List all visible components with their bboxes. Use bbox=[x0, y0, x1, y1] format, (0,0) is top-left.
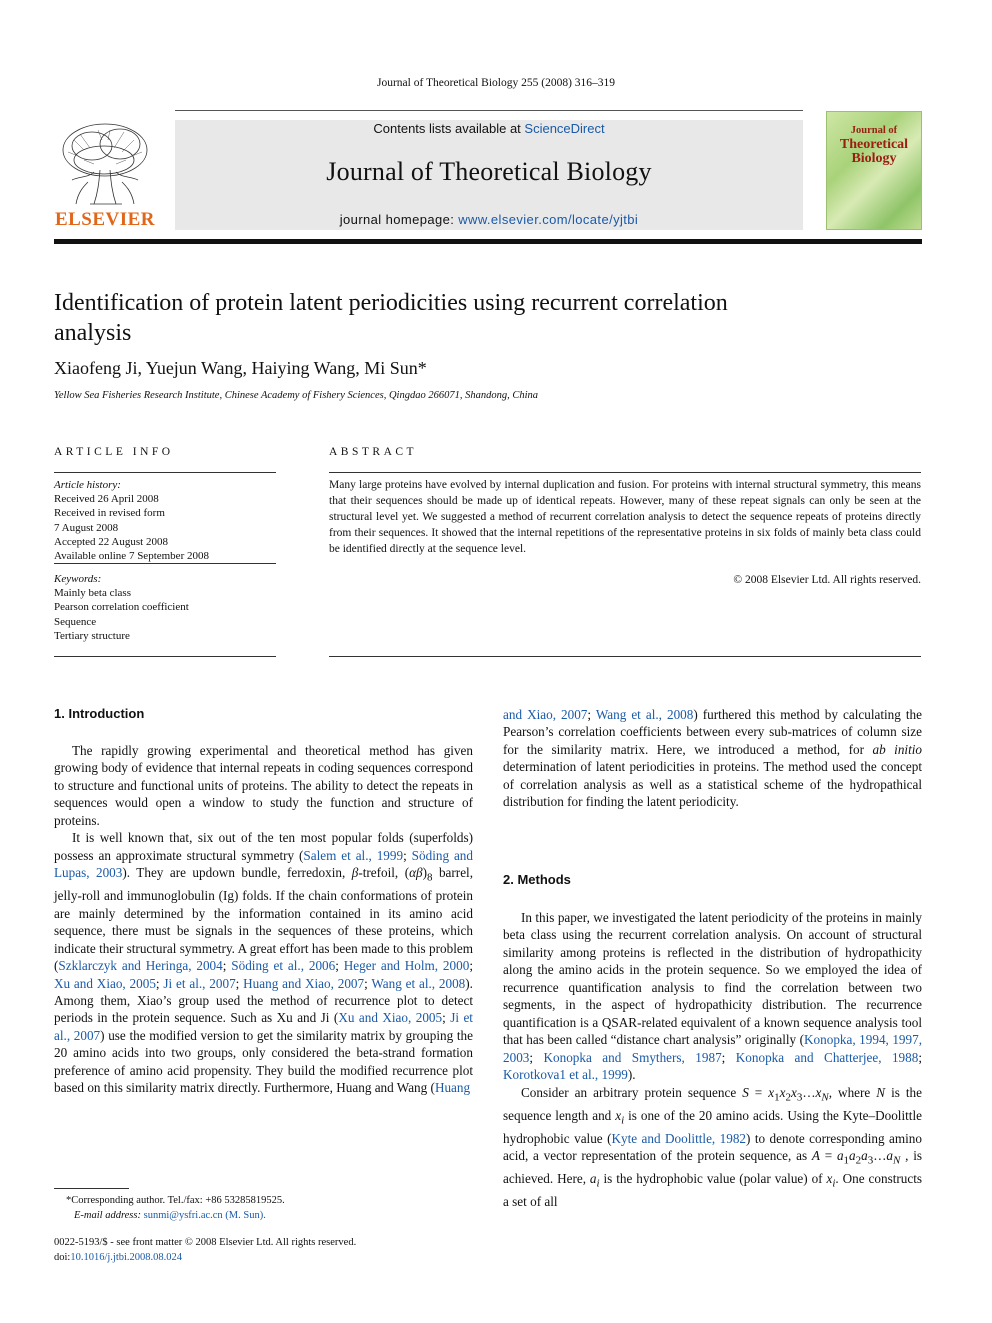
math-var: a bbox=[836, 1148, 844, 1164]
text-run: ; bbox=[442, 1010, 451, 1026]
ref-korotkova-1999[interactable]: Korotkova1 et al., 1999 bbox=[503, 1067, 628, 1083]
homepage-line bbox=[175, 212, 803, 227]
subscript: 3 bbox=[867, 1154, 874, 1167]
text-run: ). They are updown bundle, ferredoxin, bbox=[122, 865, 352, 881]
alpha-beta-symbol: αβ bbox=[409, 865, 423, 881]
math-var: x bbox=[615, 1107, 622, 1123]
subscript: 3 bbox=[796, 1091, 803, 1104]
header-top-rule bbox=[175, 110, 803, 111]
front-matter-text: 0022-5193/$ - see front matter © 2008 Elsevier Ltd. All rights reserved. bbox=[54, 1237, 357, 1248]
ref-huang-xiao-2007[interactable]: Huang and Xiao, 2007 bbox=[243, 975, 365, 991]
math-var: S bbox=[742, 1084, 749, 1100]
math-var: N bbox=[876, 1084, 886, 1100]
text-run: ; bbox=[222, 958, 232, 974]
text-run: -trefoil, ( bbox=[358, 865, 410, 881]
ab-initio-term: ab initio bbox=[872, 741, 923, 757]
abstract-rule-top bbox=[329, 472, 921, 473]
text-run: ). bbox=[627, 1067, 636, 1083]
text-run: = bbox=[748, 1084, 769, 1100]
cover-line-3: Biology bbox=[851, 151, 897, 166]
ref-soding-2006[interactable]: Söding et al., 2006 bbox=[231, 958, 336, 974]
math-var: a bbox=[849, 1148, 856, 1164]
keyword: Sequence bbox=[54, 615, 97, 628]
text-run: ; bbox=[587, 707, 596, 722]
ref-wang-2008[interactable]: Wang et al., 2008 bbox=[371, 975, 466, 991]
text-run: … bbox=[802, 1084, 816, 1100]
corresponding-author-footnote bbox=[54, 1193, 285, 1223]
homepage-prefix: journal homepage: bbox=[339, 212, 459, 227]
abstract-rule-bottom bbox=[329, 656, 921, 657]
ref-konopka-1994[interactable]: Konopka, 1994, 1997, 2003 bbox=[503, 1032, 922, 1065]
introduction-right-column bbox=[503, 706, 922, 811]
subscript: 1 bbox=[774, 1091, 780, 1104]
subscript: i bbox=[596, 1177, 600, 1190]
doi-label: doi: bbox=[54, 1252, 71, 1263]
history-item: Received 26 April 2008 bbox=[54, 493, 159, 506]
abstract-text: Many large proteins have evolved by internal duplication and fusion. For proteins with internal structural symmetry, this means that their sequences should be made up of identical repeats. However, many of these repeat signals can only be seen at the structural level yet. We suggested a method of recurrent correlation analysis to detect the sequence repeats of proteins directly from their sequences. It showed that the internal repetitions of the representative proteins in six folds of mainly beta class could be identified directly at the sequence level. bbox=[329, 479, 921, 555]
text-run: ; bbox=[335, 958, 344, 974]
introduction-heading: 1. Introduction bbox=[54, 706, 145, 721]
ref-xu-xiao-2005-b[interactable]: Xu and Xiao, 2005 bbox=[338, 1010, 443, 1026]
text-run: ) furthered this method by calculating the Pearson’s correlation coefficients between every sub-matrices of column size for the similarity matrix. Here, we introduced a method, for bbox=[503, 707, 922, 757]
subscript: N bbox=[893, 1154, 901, 1167]
text-run: ). Among them, Xiao’s group used the method of recurrence plot to detect periods in the protein sequence. Such as Xu and Ji ( bbox=[54, 975, 473, 1026]
text-run: In this paper, we investigated the latent periodicity of the proteins in mainly beta class using the recurrent correlation analysis. On account of structural similarity among proteins is reflected in the distribution of hydropathicity along the amino acids in the protein sequence. So we employed the idea of recurrence quantification analysis to find the correlation between two segments, in the aspect of hydropathicity distribution. The recurrence quantification is a QSAR-related equivalent of a known sequence analysis tool that has been called “distance chart analysis” originally ( bbox=[503, 910, 922, 1048]
email-link[interactable]: sunmi@ysfri.ac.cn (M. Sun). bbox=[143, 1210, 266, 1221]
text-run: = bbox=[819, 1148, 837, 1164]
ref-kyte-doolittle-1982[interactable]: Kyte and Doolittle, 1982 bbox=[611, 1130, 747, 1146]
text-run: is one of the 20 amino acids. Using the Kyte–Doolittle hydrophobic value ( bbox=[503, 1107, 922, 1146]
math-var: x bbox=[779, 1084, 786, 1100]
math-var: a bbox=[861, 1148, 868, 1164]
contents-prefix: Contents lists available at bbox=[373, 121, 525, 136]
ref-ji-2007[interactable]: Ji et al., 2007 bbox=[163, 975, 236, 991]
corresponding-text: Corresponding author. Tel./fax: +86 53285819525. bbox=[71, 1195, 285, 1206]
ref-wang-2008-c[interactable]: Wang et al., 2008 bbox=[595, 707, 694, 722]
keywords-label: Keywords: bbox=[54, 573, 102, 585]
front-matter bbox=[54, 1235, 356, 1265]
history-label: Article history: bbox=[54, 479, 121, 491]
article-info-heading: ARTICLE INFO bbox=[54, 446, 174, 458]
beta-symbol: β bbox=[351, 865, 359, 881]
text-run: ; bbox=[155, 975, 164, 991]
ref-konopka-smythers-1987[interactable]: Konopka and Smythers, 1987 bbox=[543, 1049, 722, 1065]
footnote-star: * bbox=[66, 1195, 72, 1206]
history-item: Accepted 22 August 2008 bbox=[54, 535, 168, 548]
ref-ji-2007-b[interactable]: Ji et al., 2007 bbox=[54, 1010, 473, 1043]
math-var: x bbox=[815, 1084, 822, 1100]
history-item: Available online 7 September 2008 bbox=[54, 550, 209, 563]
abstract-copyright: © 2008 Elsevier Ltd. All rights reserved. bbox=[733, 574, 921, 586]
text-run: is the sequence length and bbox=[503, 1084, 923, 1123]
ref-xu-xiao-2005[interactable]: Xu and Xiao, 2005 bbox=[54, 975, 156, 991]
ref-huang-xiao-2007-c-part2[interactable]: and Xiao, 2007 bbox=[503, 707, 588, 722]
history-item: 7 August 2008 bbox=[54, 521, 119, 534]
text-run: , is achieved. Here, bbox=[503, 1148, 923, 1187]
keywords bbox=[54, 572, 276, 643]
elsevier-wordmark: ELSEVIER bbox=[54, 209, 156, 230]
homepage-link[interactable]: www.elsevier.com/locate/yjtbi bbox=[458, 212, 639, 227]
text-run: ) use the modified version to get the similarity matrix by grouping the 20 amino acids into two groups, only considered the beta-strand formation preference of amino acid propensity. They build the modified recurrence plot based on this similarity matrix directly. Furthermore, Huang and Wang ( bbox=[54, 1027, 473, 1096]
contents-line bbox=[175, 121, 803, 136]
text-run: ; bbox=[403, 847, 412, 863]
ref-salem-1999[interactable]: Salem et al., 1999 bbox=[303, 847, 404, 863]
text-run: … bbox=[873, 1148, 887, 1164]
methods-column bbox=[503, 909, 922, 1211]
methods-heading: 2. Methods bbox=[503, 872, 571, 887]
ref-konopka-chatterjee-1988[interactable]: Konopka and Chatterjee, 1988 bbox=[735, 1049, 919, 1065]
text-run: . One constructs a set of all bbox=[503, 1171, 923, 1210]
ref-soding-lupas-2003[interactable]: Söding and Lupas, 2003 bbox=[54, 847, 473, 881]
text-run: , where bbox=[828, 1084, 877, 1100]
text-run: ) to denote corresponding amino acid, a vector representation of the protein sequence, as bbox=[503, 1130, 922, 1164]
article-info-rule-bottom bbox=[54, 656, 276, 657]
ref-heger-holm-2000[interactable]: Heger and Holm, 2000 bbox=[343, 958, 470, 974]
subscript: N bbox=[821, 1091, 829, 1104]
math-var: a bbox=[886, 1148, 893, 1164]
journal-title: Journal of Theoretical Biology bbox=[326, 157, 652, 186]
text-run: ) bbox=[422, 865, 427, 881]
history-item: Received in revised form bbox=[54, 507, 165, 520]
footnote-rule bbox=[54, 1188, 129, 1189]
intro-paragraph-1: The rapidly growing experimental and theoretical method has given growing body of evidence that internal repeats in coding sequences correspond to structure and functional units of proteins. The ability to detect the repeats in sequences would open a window to study the function and structure of proteins. bbox=[54, 743, 473, 828]
text-run: ; bbox=[918, 1049, 922, 1065]
subscript: 2 bbox=[785, 1091, 791, 1104]
introduction-left-column bbox=[54, 742, 473, 1097]
article-title: Identification of protein latent periodicities using recurrent correlation analysis bbox=[54, 290, 728, 346]
header-thick-rule bbox=[54, 239, 922, 244]
subscript: i bbox=[832, 1177, 836, 1190]
author-list bbox=[54, 358, 427, 379]
sciencedirect-link[interactable]: ScienceDirect bbox=[524, 121, 605, 136]
intro-paragraph-2 bbox=[54, 829, 473, 1096]
math-var: a bbox=[589, 1171, 597, 1187]
text-run: ; bbox=[235, 975, 244, 991]
text-run: barrel, jelly-roll and immunoglobulin (Ig) folds. If the chain conformations of protein are mainly determined by the information contained in its amino acid sequence, there must be signals in the sequences of these proteins, which indicate their structural symmetry. A great effort has been made to this problem ( bbox=[54, 865, 474, 974]
math-var: x bbox=[826, 1171, 833, 1187]
math-var: x bbox=[768, 1084, 775, 1100]
subscript: i bbox=[621, 1114, 625, 1127]
methods-paragraph-2 bbox=[503, 1084, 922, 1211]
keyword: Mainly beta class bbox=[54, 587, 131, 600]
text-run: It is well known that, six out of the ten most popular folds (superfolds) possess an approximate structural symmetry ( bbox=[54, 830, 473, 863]
cover-line-1: Journal of bbox=[850, 125, 898, 136]
email-label: E-mail address: bbox=[74, 1210, 141, 1221]
subscript: 8 bbox=[427, 871, 433, 884]
intro-paragraph-2-continued bbox=[503, 706, 922, 811]
article-history bbox=[54, 478, 276, 563]
text-run: ; bbox=[469, 958, 473, 974]
methods-paragraph-1 bbox=[503, 909, 922, 1084]
ref-szklarczyk-2004[interactable]: Szklarczyk and Heringa, 2004 bbox=[58, 958, 223, 974]
ref-huang-xiao-2007-c-part1[interactable]: Huang bbox=[434, 1080, 471, 1096]
doi-link[interactable]: 10.1016/j.jtbi.2008.08.024 bbox=[70, 1252, 183, 1263]
affiliation: Yellow Sea Fisheries Research Institute, Chinese Academy of Fishery Sciences, Qingdao 266071, Shandong, China bbox=[54, 390, 538, 401]
math-var: x bbox=[790, 1084, 797, 1100]
article-info-rule-top bbox=[54, 472, 276, 473]
text-run: determination of latent periodicities in proteins. The method used the concept of correlation analysis as well as a statistical scheme of the hydropathical distribution for finding the latent periodicity. bbox=[503, 759, 922, 810]
text-run: Consider an arbitrary protein sequence bbox=[521, 1084, 743, 1100]
keyword: Pearson correlation coefficient bbox=[54, 601, 189, 614]
corresponding-author-mark[interactable]: * bbox=[417, 358, 427, 378]
text-run: is the hydrophobic value (polar value) of bbox=[599, 1171, 827, 1187]
authors: Xiaofeng Ji, Yuejun Wang, Haiying Wang, Mi Sun bbox=[54, 358, 418, 378]
keyword: Tertiary structure bbox=[54, 629, 130, 642]
text-run: ; bbox=[529, 1049, 544, 1065]
text-run: ; bbox=[364, 975, 372, 991]
cover-line-2: Theoretical bbox=[839, 137, 909, 152]
abstract-heading: ABSTRACT bbox=[329, 446, 418, 458]
subscript: 1 bbox=[843, 1154, 850, 1167]
cover-title bbox=[826, 124, 922, 166]
math-var: A bbox=[811, 1148, 820, 1164]
subscript: 2 bbox=[855, 1154, 862, 1167]
journal-reference: Journal of Theoretical Biology 255 (2008) 316–319 bbox=[376, 77, 616, 89]
text-run: ; bbox=[721, 1049, 736, 1065]
article-info-rule-mid bbox=[54, 563, 276, 564]
